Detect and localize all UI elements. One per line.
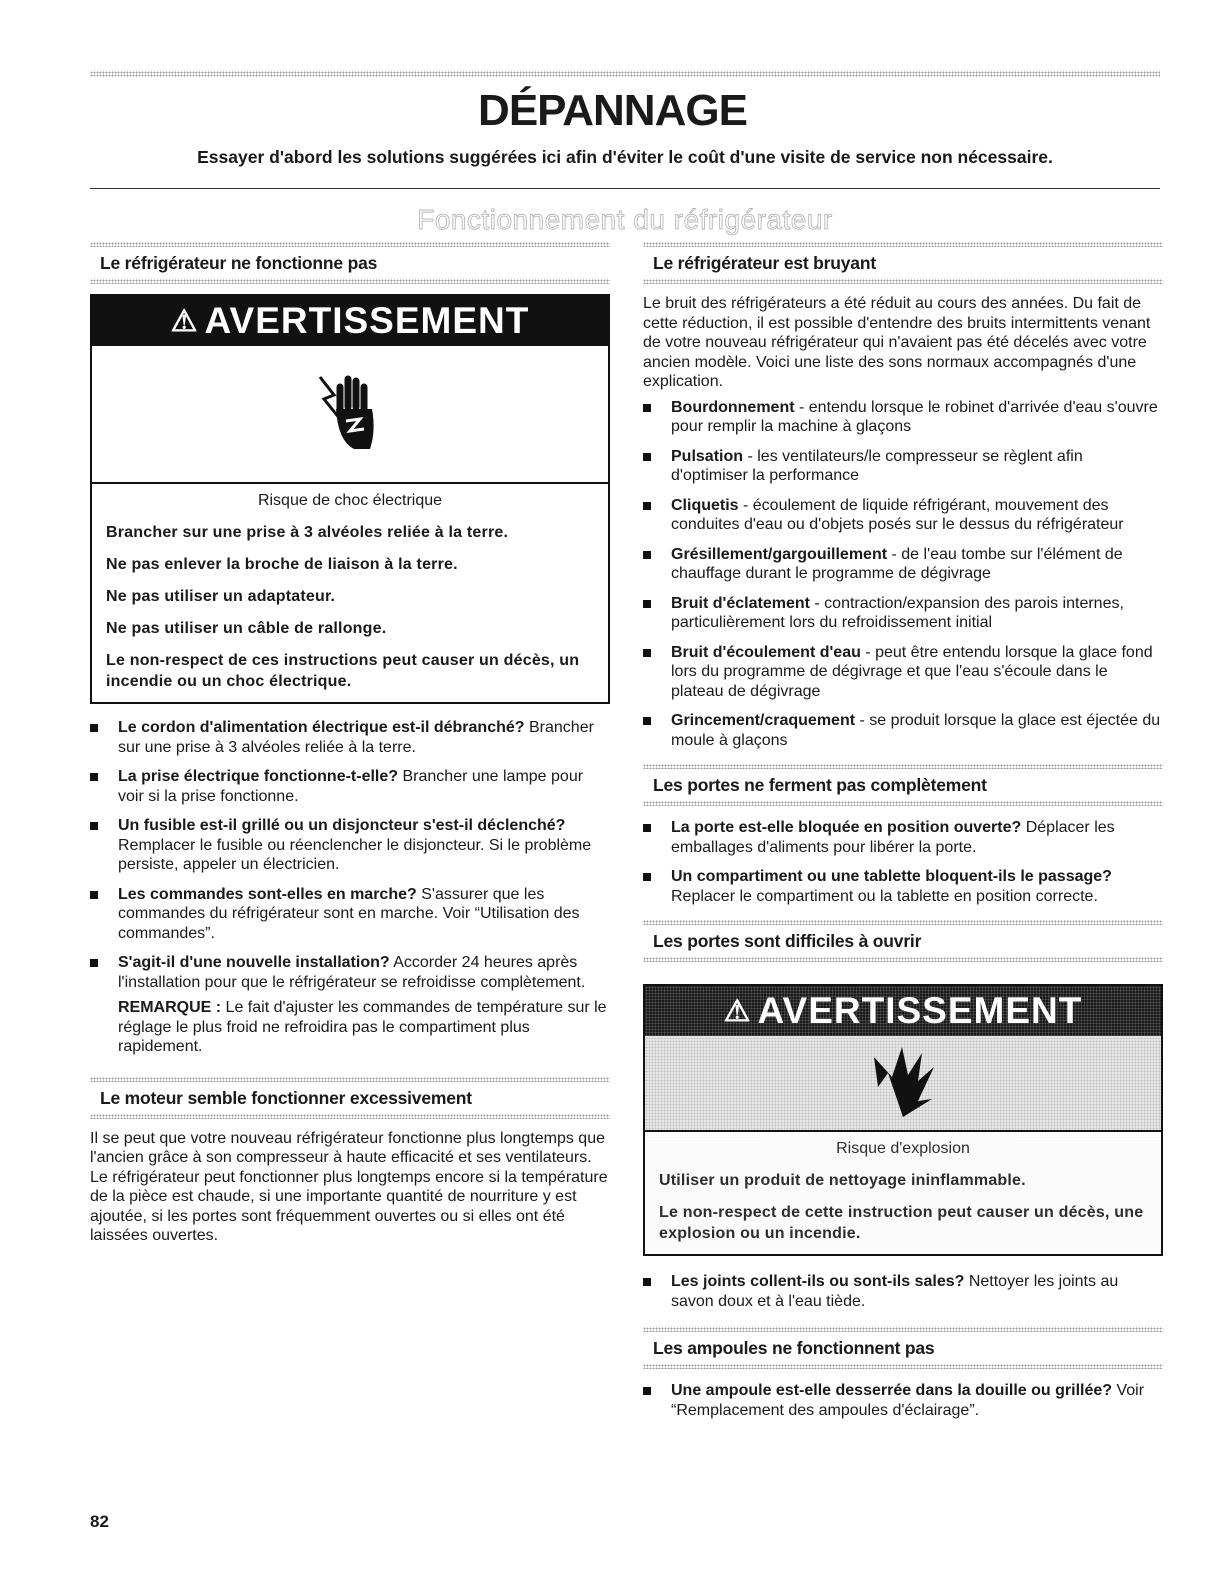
item-question: Le cordon d'alimentation électrique est-il débranché? bbox=[118, 719, 525, 736]
section-header-doors-close bbox=[643, 764, 1163, 806]
list-item bbox=[643, 496, 1163, 535]
list-item bbox=[90, 953, 610, 992]
bullet bbox=[643, 453, 651, 461]
electric-shock-icon bbox=[92, 346, 608, 484]
list-item bbox=[643, 1272, 1163, 1311]
dotted-rule bbox=[90, 1077, 610, 1082]
item-question: Un fusible est-il grillé ou un disjoncteur s'est-il déclenché? bbox=[118, 817, 566, 834]
item-answer: Accorder 24 heures après l'installation pour que le réfrigérateur se refroidisse complètement. bbox=[118, 954, 586, 991]
page-number: 82 bbox=[90, 1512, 109, 1531]
item-answer: Replacer le compartiment ou la tablette en position correcte. bbox=[671, 887, 1098, 905]
section-title: Fonctionnement du réfrigérateur bbox=[417, 204, 833, 235]
note-text: Le fait d'ajuster les commandes de température sur le réglage le plus froid ne refroidira pas le compartiment plus rapidement. bbox=[118, 999, 607, 1055]
item-term: Bruit d'écoulement d'eau bbox=[671, 643, 861, 661]
doors-list bbox=[643, 818, 1163, 906]
item-desc: - peut être entendu lorsque la glace fond lors du programme de dégivrage et que l'eau s'écoule dans le plateau de dégivrage bbox=[671, 643, 1153, 700]
section-header-doors-open bbox=[643, 920, 1163, 962]
bullet bbox=[643, 404, 651, 412]
bullet bbox=[90, 724, 98, 732]
item-desc: - de l'eau tombe sur l'élément de chauffage durant le programme de dégivrage bbox=[671, 545, 1123, 582]
list-item bbox=[643, 447, 1163, 486]
warning-box-electric-shock bbox=[90, 294, 610, 704]
bullet bbox=[643, 824, 651, 832]
list-item bbox=[643, 1381, 1163, 1420]
dotted-rule bbox=[643, 279, 1163, 284]
motor-paragraph: Il se peut que votre nouveau réfrigérateur fonctionne plus longtemps que l'ancien grâce à son compresseur à haute efficacité et ses ventilateurs. Le réfrigérateur peut fonctionner plus longtemps encore si la température de la pièce est chaude, si une importante quantité de nourriture y est ajoutée, si les portes sont fréquemment ouvertes ou si elles ont été laissées ouvertes. bbox=[90, 1129, 608, 1244]
not-working-checklist bbox=[90, 718, 610, 992]
dotted-rule bbox=[90, 1114, 610, 1119]
warning-box-explosion bbox=[643, 984, 1163, 1256]
item-question: La prise électrique fonctionne-t-elle? bbox=[118, 768, 399, 785]
dotted-rule bbox=[90, 242, 610, 247]
item-term: Grésillement/gargouillement bbox=[671, 545, 888, 563]
item-answer: Nettoyer les joints au savon doux et à l'eau tiède. bbox=[671, 1273, 1119, 1310]
right-column bbox=[643, 242, 1163, 1430]
warning-line: Le non-respect de cette instruction peut causer un décès, une explosion ou un incendie. bbox=[659, 1204, 1144, 1242]
warning-heading-text: AVERTISSEMENT bbox=[204, 300, 530, 341]
bullet bbox=[90, 891, 98, 899]
warning-heading bbox=[645, 986, 1161, 1036]
list-item bbox=[643, 398, 1163, 437]
sounds-list bbox=[643, 398, 1163, 751]
section-heading: Les portes sont difficiles à ouvrir bbox=[653, 931, 922, 951]
list-item bbox=[643, 818, 1163, 857]
section-heading: Le moteur semble fonctionner excessivement bbox=[100, 1087, 472, 1108]
item-question: Un compartiment ou une tablette bloquent-ils le passage? bbox=[671, 868, 1112, 885]
note bbox=[118, 998, 610, 1057]
item-question: S'agit-il d'une nouvelle installation? bbox=[118, 954, 390, 971]
bullet bbox=[643, 717, 651, 725]
bullet bbox=[90, 773, 98, 781]
list-item bbox=[90, 767, 610, 806]
noise-intro: Le bruit des réfrigérateurs a été réduit au cours des années. Du fait de cette réduction, il est possible d'entendre des bruits intermittents venant de votre nouveau réfrigérateur qui n'avaient pas été décelés avec votre ancien modèle. Voici une liste des sons normaux accompagnés d'une explication. bbox=[643, 295, 1151, 390]
list-item bbox=[643, 867, 1163, 906]
bullet bbox=[643, 1387, 651, 1395]
item-desc: - écoulement de liquide réfrigérant, mouvement des conduites d'eau ou d'objets posés sur le dessus du réfrigérateur bbox=[671, 496, 1124, 533]
bullet bbox=[643, 1278, 651, 1286]
list-item bbox=[643, 545, 1163, 584]
item-answer: Remplacer le fusible ou réenclencher le disjoncteur. Si le problème persiste, appeler un électricien. bbox=[118, 836, 592, 873]
dotted-rule bbox=[643, 957, 1163, 962]
bullet bbox=[643, 600, 651, 608]
item-answer: Brancher une lampe pour voir si la prise fonctionne. bbox=[118, 768, 584, 805]
section-header-noisy bbox=[643, 242, 1163, 284]
bullet bbox=[643, 502, 651, 510]
item-question: Les joints collent-ils ou sont-ils sales? bbox=[671, 1273, 965, 1290]
section-heading: Le réfrigérateur est bruyant bbox=[653, 253, 876, 273]
item-term: Cliquetis bbox=[671, 496, 739, 514]
item-answer: S'assurer que les commandes du réfrigérateur sont en marche. Voir “Utilisation des commandes”. bbox=[118, 885, 580, 942]
bullet bbox=[90, 822, 98, 830]
section-heading: Les portes ne ferment pas complètement bbox=[653, 775, 987, 795]
section-header-not-working bbox=[90, 242, 610, 284]
item-question: La porte est-elle bloquée en position ouverte? bbox=[671, 819, 1022, 836]
section-header-bulbs bbox=[643, 1327, 1163, 1369]
item-term: Bruit d'éclatement bbox=[671, 594, 810, 612]
warning-line: Ne pas enlever la broche de liaison à la terre. bbox=[106, 556, 458, 573]
item-answer: Voir “Remplacement des ampoules d'éclairage”. bbox=[671, 1382, 1145, 1419]
warning-risk: Risque d'explosion bbox=[836, 1140, 970, 1157]
item-term: Bourdonnement bbox=[671, 398, 795, 416]
bullet bbox=[643, 649, 651, 657]
list-item bbox=[643, 711, 1163, 750]
dotted-rule bbox=[643, 1364, 1163, 1369]
warning-line: Ne pas utiliser un câble de rallonge. bbox=[106, 620, 387, 637]
dotted-rule bbox=[643, 764, 1163, 769]
section-heading: Les ampoules ne fonctionnent pas bbox=[653, 1338, 935, 1358]
dotted-rule bbox=[643, 242, 1163, 247]
list-item bbox=[90, 816, 610, 875]
bulbs-list bbox=[643, 1381, 1163, 1420]
dotted-rule bbox=[643, 1327, 1163, 1332]
warning-line: Utiliser un produit de nettoyage ininflammable. bbox=[659, 1172, 1026, 1189]
note-label: REMARQUE : bbox=[118, 999, 222, 1016]
bullet bbox=[643, 551, 651, 559]
warning-line: Ne pas utiliser un adaptateur. bbox=[106, 588, 336, 605]
seals-list bbox=[643, 1272, 1163, 1311]
explosion-icon bbox=[645, 1036, 1161, 1132]
page-subtitle: Essayer d'abord les solutions suggérées ici afin d'éviter le coût d'une visite de service non nécessaire. bbox=[197, 147, 1053, 167]
warning-heading bbox=[92, 296, 608, 346]
warning-triangle-icon: ⚠ bbox=[170, 304, 199, 338]
item-answer: Déplacer les emballages d'aliments pour libérer la porte. bbox=[671, 819, 1115, 856]
warning-triangle-icon: ⚠ bbox=[723, 994, 752, 1028]
list-item bbox=[643, 594, 1163, 633]
warning-line: Brancher sur une prise à 3 alvéoles reliée à la terre. bbox=[106, 524, 509, 541]
item-answer: Brancher sur une prise à 3 alvéoles reliée à la terre. bbox=[118, 719, 594, 756]
list-item bbox=[643, 643, 1163, 702]
item-question: Une ampoule est-elle desserrée dans la douille ou grillée? bbox=[671, 1382, 1113, 1399]
section-header-motor bbox=[90, 1077, 610, 1119]
dotted-rule bbox=[643, 920, 1163, 925]
list-item bbox=[90, 885, 610, 944]
header-rule bbox=[90, 188, 1160, 189]
warning-heading-text: AVERTISSEMENT bbox=[757, 990, 1083, 1031]
top-dotted-rule bbox=[90, 71, 1160, 77]
bullet bbox=[643, 873, 651, 881]
item-desc: - se produit lorsque la glace est éjectée du moule à glaçons bbox=[671, 712, 1161, 749]
item-term: Grincement/craquement bbox=[671, 712, 856, 729]
warning-body bbox=[92, 484, 608, 702]
item-desc: - entendu lorsque le robinet d'arrivée d'eau s'ouvre pour remplir la machine à glaçons bbox=[671, 398, 1158, 435]
dotted-rule bbox=[643, 801, 1163, 806]
item-desc: - contraction/expansion des parois internes, particulièrement lors du refroidissement initial bbox=[671, 594, 1124, 631]
item-question: Les commandes sont-elles en marche? bbox=[118, 885, 417, 903]
page-title: DÉPANNAGE bbox=[478, 86, 747, 135]
dotted-rule bbox=[90, 279, 610, 284]
warning-body bbox=[645, 1132, 1161, 1254]
section-heading: Le réfrigérateur ne fonctionne pas bbox=[100, 253, 378, 273]
warning-risk: Risque de choc électrique bbox=[257, 492, 443, 509]
bullet bbox=[90, 959, 98, 967]
left-column bbox=[90, 242, 610, 1246]
item-desc: - les ventilateurs/le compresseur se règlent afin d'optimiser la performance bbox=[671, 447, 1083, 484]
item-term: Pulsation bbox=[671, 447, 744, 465]
list-item bbox=[90, 718, 610, 757]
warning-line: Le non-respect de ces instructions peut causer un décès, un incendie ou un choc électrique. bbox=[106, 652, 580, 690]
